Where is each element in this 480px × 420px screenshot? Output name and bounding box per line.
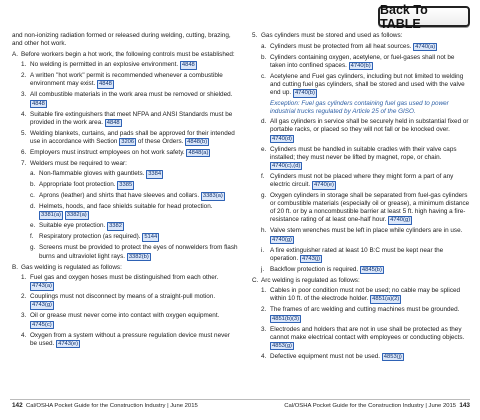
section-reference-link[interactable]: 4740(d) [272,135,292,142]
footer-title-left: Cal/OSHA Pocket Guide for the Construction Industry | June 2015 [25,403,198,409]
section-reference-link[interactable]: 3383(a) [202,193,223,200]
left-page-column [12,32,238,351]
list-item: 6. Employers must instruct employees on hot work safety. 4848(a) [21,148,209,156]
list-subitem: a. Cylinders must be protected from all heat sources. 4740(a) [261,42,436,50]
list-subitem: f. Cylinders must not be placed where they might form a part of any electric circuit. 4740(e) [261,172,454,189]
list-item: 4. Defective equipment must not be used. 4853(j) [261,352,402,360]
list-item: 5. Welding blankets, curtains, and pads shall be approved for their intended use in accordance with Section 3206 of these Orders. 4848(b) [21,129,235,145]
section-reference-link[interactable]: 3384 [148,171,162,178]
list-subitem: d. Helmets, hoods, and face shields suitable for head protection. 3381(a) 3382(a) [30,203,213,219]
list-item: 1. Cables in poor condition must not be used; no cable may be spliced within 10 ft. of the electrode holder. 4851(a)(2) [261,287,461,303]
back-to-table-button[interactable]: Back To TABLE [378,6,470,27]
section-reference-link[interactable]: 4848 [106,119,120,126]
section-reference-link[interactable]: 4740(c),(d) [272,162,301,169]
list-subitem: i. A fire extinguisher rated at least 10 B:C must be kept near the operation. 4743(j) [261,246,444,262]
section-reference-link[interactable]: 3385 [119,182,133,189]
list-subitem: b. Cylinders containing oxygen, acetylene, or fuel-gases shall not be taken into confined spaces. 4740(b) [261,53,455,69]
list-subitem: g. Oxygen cylinders in storage shall be separated from fuel-gas cylinders or combustible materials (especially oil or grease), a minimum distance of 20 ft. or by a noncombustible barrier at least 5 ft. high having a fire-resistance rating of at least one-half hour. 4740(g) [261,192,470,224]
section-reference-link[interactable]: 4745(c) [32,321,52,328]
section-reference-link[interactable]: 4740(e) [313,182,334,189]
list-item: 3. Electrodes and holders that are not in use shall be protected as they cannot make electrical contact with employees or conducting objects. 4853(g) [261,325,465,349]
section-b-heading: B. Gas welding is regulated as follows: [12,263,122,271]
list-item: 1. No welding is permitted in an explosive environment. 4848 [21,61,195,69]
list-subitem: a. Non-flammable gloves with gauntlets. 3384 [30,170,162,178]
list-item: 5. Gas cylinders must be stored and used as follows: [252,32,403,39]
section-reference-link[interactable]: 4743(j) [301,255,321,262]
list-item: 3. Oil or grease must never come into contact with oxygen equipment. 4745(c) [21,312,220,328]
section-reference-link[interactable]: 4740(g) [390,217,411,224]
section-reference-link[interactable]: 4740(a) [415,43,436,50]
right-page-column [252,32,470,364]
list-item: 4. Suitable fire extinguishers that meet NFPA and ANSI Standards must be provided in the work area. 4848 [21,110,233,126]
section-reference-link[interactable]: 4743(a) [32,283,52,290]
footer-divider [10,399,470,400]
section-reference-link[interactable]: 4848 [99,81,112,88]
list-item: 2. Couplings must not disconnect by means of a straight-pull motion. 4743(g) [21,293,216,309]
list-subitem: c. Acetylene and Fuel gas cylinders, including but not limited to welding and cutting fuel gas cylinders, shall be stored and used with the valve end up. 4740(b) Exception: Fuel gas cylinders containing fuel gas used to power industrial trucks regulated by Article 25 of the GISO. [252,73,470,116]
section-reference-link[interactable]: 4740(b) [294,89,315,96]
list-item: 7. Welders must be required to wear: [21,159,127,167]
section-reference-link[interactable]: 3381(a) [41,212,61,219]
list-subitem: f. Respiratory protection (as required). 5144 [30,233,158,241]
list-item: 3. All combustible materials in the work area must be removed or shielded. 4848 [21,91,233,107]
list-item: 2. A written "hot work" permit is recommended whenever a combustible environment may exist. 4848 [21,72,223,88]
section-reference-link[interactable]: 4848 [32,100,45,107]
right-footer [284,402,470,409]
section-reference-link[interactable]: 3382 [109,223,122,230]
list-item: 1. Fuel gas and oxygen hoses must be distinguished from each other. 4743(a) [21,274,219,290]
footer-title-right: Cal/OSHA Pocket Guide for the Construction Industry | June 2015 [284,403,457,409]
list-subitem: h. Valve stem wrenches must be left in place while cylinders are in use. 4740(g) [261,227,463,243]
section-reference-link[interactable]: 4853(j) [383,353,402,360]
section-reference-link[interactable]: 4848(b) [187,138,208,145]
section-reference-link[interactable]: 3382(a) [66,212,87,219]
list-subitem: e. Cylinders must be handled in suitable cradles with their valve caps installed; they must never be lifted by magnet, rope, or chain. 4740(c),(d) [261,145,457,169]
list-subitem: d. All gas cylinders in service shall be securely held in substantial fixed or portable racks, or placed so they will not fall or be knocked over. 4740(d) [261,118,469,142]
section-reference-link[interactable]: 3382(b) [128,253,149,260]
list-subitem: e. Suitable eye protection. 3382 [30,222,122,230]
list-subitem: g. Screens must be provided to protect the eyes of nonwelders from flash burns and ultraviolet light rays. 3382(b) [30,244,238,260]
section-reference-link[interactable]: 4740(g) [272,236,292,243]
section-reference-link[interactable]: 4851(a)(2) [372,296,400,303]
section-a-heading: A. Before workers begin a hot work, the following controls must be established: [12,50,235,58]
list-subitem: j. Backflow protection is required. 4845(b) [261,265,382,273]
section-reference-link[interactable]: 5144 [144,234,158,241]
section-reference-link[interactable]: 4743(g) [32,302,52,309]
intro-text: and non-ionizing radiation formed or released during welding, cutting, brazing, and other hot work. [12,32,231,48]
list-subitem: b. Appropriate foot protection. 3385 [30,181,133,189]
exception-note: Exception: Fuel gas cylinders containing fuel gas used to power industrial trucks regulated by Article 25 of the GISO. [270,99,449,115]
section-reference-link[interactable]: 3206 [121,138,135,145]
section-reference-link[interactable]: 4848(a) [188,149,209,156]
left-footer [12,402,198,409]
section-reference-link[interactable]: 4845(b) [361,266,382,273]
section-reference-link[interactable]: 4853(g) [272,342,292,349]
list-subitem: c. Aprons (leather) and shirts that have sleeves and collars. 3383(a) [30,192,223,200]
page-number-right: 143 [459,402,470,409]
section-reference-link[interactable]: 4740(b) [350,62,371,69]
section-reference-link[interactable]: 4851(b)(3) [272,315,300,322]
section-reference-link[interactable]: 4743(e) [58,340,79,347]
page-number-left: 142 [12,402,23,409]
section-c-heading: C. Arc welding is regulated as follows: [252,276,360,284]
list-item: 4. Oxygen from a system without a pressure regulation device must never be used. 4743(e) [21,331,230,347]
section-reference-link[interactable]: 4848 [181,62,195,69]
list-item: 2. The frames of arc welding and cutting machines must be grounded. 4851(b)(3) [261,306,460,322]
